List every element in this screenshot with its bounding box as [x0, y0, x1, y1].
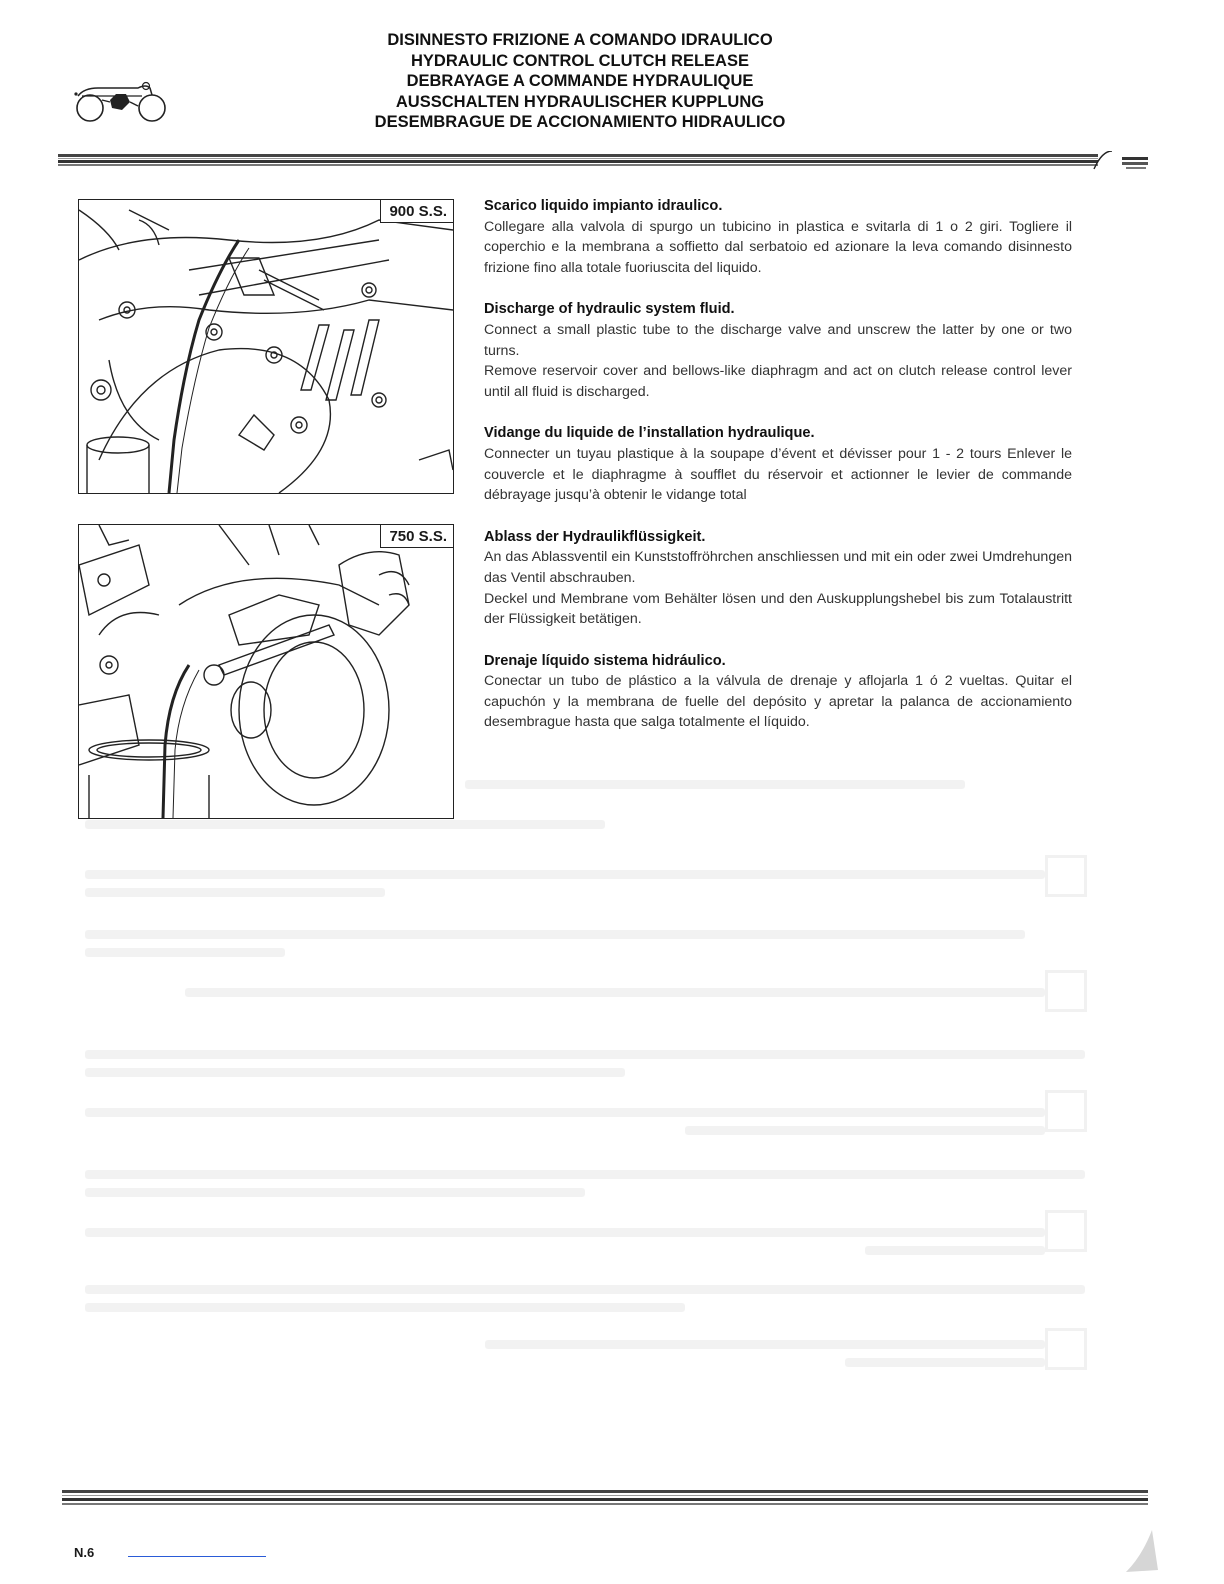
figure-900ss: [78, 199, 454, 494]
bottom-divider: [62, 1488, 1148, 1510]
section-english: [484, 299, 1072, 402]
section-paragraph: Deckel und Membrane vom Behälter lösen und den Auskupplungshebel bis zum Totalaustritt der Flüssigkeit betätigen.: [484, 590, 1072, 628]
section-spanish: [484, 651, 1072, 733]
section-title: Scarico liquido impianto idraulico.: [484, 198, 723, 214]
figure-label: 750 S.S.: [380, 525, 453, 548]
top-divider: [58, 151, 1148, 171]
section-paragraph: Conectar un tubo de plástico a la válvula de drenaje y aflojarla 1 ó 2 vueltas. Quitar el capuchón y la membrana de fuelle del depósito y apretar la palanca de accionamiento desembrague hasta que salga totalmente el líquido.: [484, 673, 1072, 731]
section-german: [484, 527, 1072, 630]
page-corner-mark: [1122, 1526, 1160, 1574]
motorcycle-icon: [72, 78, 172, 126]
section-paragraph: Connect a small plastic tube to the discharge valve and unscrew the latter by one or two turns.: [484, 321, 1072, 359]
clutch-bleed-drawing-icon: [79, 200, 453, 493]
figure-label: 900 S.S.: [380, 200, 453, 223]
section-paragraph: An das Ablassventil ein Kunststoffröhrchen anschliessen und mit ein oder zwei Umdrehungen das Ventil abschrauben.: [484, 549, 1072, 586]
section-title: Drenaje líquido sistema hidráulico.: [484, 652, 726, 669]
title-spanish: DESEMBRAGUE DE ACCIONAMIENTO HIDRAULICO: [374, 113, 786, 131]
section-italian: [484, 196, 1072, 278]
title-english: HYDRAULIC CONTROL CLUTCH RELEASE: [411, 51, 749, 70]
title-italian: DISINNESTO FRIZIONE A COMANDO IDRAULICO: [387, 31, 773, 49]
bleed-through-background: [85, 760, 1105, 1380]
section-title: Discharge of hydraulic system fluid.: [484, 301, 735, 318]
section-french: [484, 423, 1072, 505]
page-title-block: [300, 30, 860, 133]
section-paragraph: Connecter un tuyau plastique à la soupape d’évent et dévisser pour 1 - 2 tours Enlever le couvercle et le diaphragme à soufflet du réservoir et actionner le levier de commande débrayage jusqu’à obtenir le vidange total: [484, 445, 1072, 504]
instructions-column: [484, 196, 1072, 754]
section-title: Vidange du liquide de l’installation hydraulique.: [484, 425, 815, 442]
footer-link-underline[interactable]: [128, 1556, 266, 1557]
title-french: DEBRAYAGE A COMMANDE HYDRAULIQUE: [406, 72, 754, 90]
page-number: N.6: [74, 1545, 95, 1560]
title-german: AUSSCHALTEN HYDRAULISCHER KUPPLUNG: [395, 92, 765, 111]
section-title: Ablass der Hydraulikflüssigkeit.: [484, 528, 706, 545]
section-paragraph: Remove reservoir cover and bellows-like diaphragm and act on clutch release control lever until all fluid is discharged.: [484, 363, 1072, 400]
section-paragraph: Collegare alla valvola di spurgo un tubicino in plastica e svitarla di 1 o 2 giri. Togliere il coperchio e la membrana a soffietto dal serbatoio ed azionare la leva comando disinnesto frizione fino alla totale fuoriuscita del liquido.: [484, 218, 1072, 276]
